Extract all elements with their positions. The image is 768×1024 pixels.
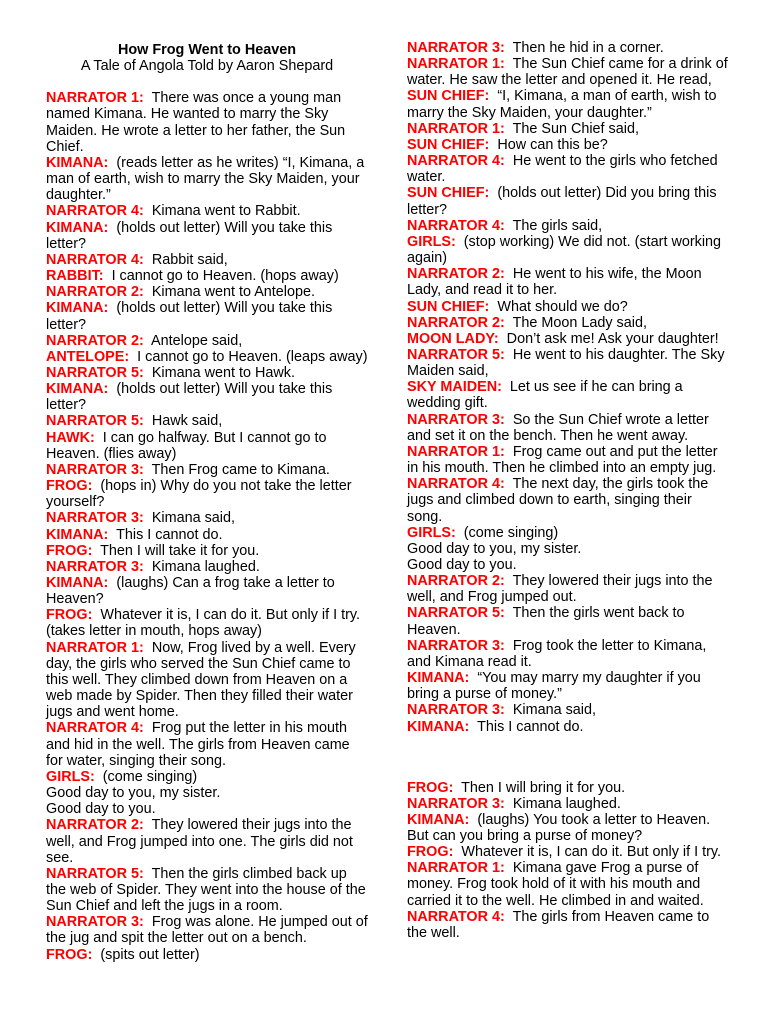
speaker-label: NARRATOR 2: bbox=[46, 817, 144, 834]
script-line bbox=[46, 365, 368, 381]
script-line bbox=[407, 153, 729, 185]
script-line bbox=[407, 121, 729, 137]
script-line bbox=[46, 478, 368, 510]
script-line bbox=[407, 557, 729, 573]
dialogue-text: So the Sun Chief wrote a letter and set it on the bench. Then he went away. bbox=[407, 411, 709, 444]
script-line bbox=[407, 40, 729, 56]
script-line bbox=[407, 702, 729, 718]
dialogue-text: Rabbit said, bbox=[151, 251, 228, 268]
dialogue-text: The next day, the girls took the jugs and climbed down to earth, singing their song. bbox=[407, 476, 709, 525]
dialogue-text: Frog put the letter in his mouth and hid in the well. The girls from Heaven came for water, singing their song. bbox=[46, 720, 350, 769]
dialogue-text: Good day to you. bbox=[407, 557, 517, 573]
script-line bbox=[46, 947, 368, 963]
speaker-label: FROG: bbox=[46, 478, 93, 495]
dialogue-text: The Sun Chief came for a drink of water. He saw the letter and opened it. He read, bbox=[407, 56, 728, 89]
right-column bbox=[407, 40, 729, 941]
dialogue-text: What should we do? bbox=[497, 298, 628, 315]
right-script-lines bbox=[407, 40, 729, 941]
speaker-label: FROG: bbox=[46, 607, 93, 624]
dialogue-text: He went to his daughter. The Sky Maiden said, bbox=[407, 346, 725, 380]
speaker-label: NARRATOR 3: bbox=[46, 558, 144, 575]
script-line bbox=[407, 476, 729, 524]
speaker-label: NARRATOR 1: bbox=[407, 443, 505, 460]
script-line bbox=[407, 218, 729, 234]
speaker-label: NARRATOR 5: bbox=[46, 413, 144, 430]
script-line bbox=[46, 462, 368, 478]
dialogue-text: “I, Kimana, a man of earth, wish to marry the Sky Maiden, your daughter.” bbox=[407, 88, 717, 121]
dialogue-text: (holds out letter) Will you take this letter? bbox=[46, 219, 333, 252]
script-line bbox=[407, 860, 729, 908]
script-line bbox=[46, 220, 368, 252]
script-line bbox=[46, 527, 368, 543]
speaker-label: NARRATOR 5: bbox=[46, 865, 144, 882]
dialogue-text: Whatever it is, I can do it. But only if I try. bbox=[461, 844, 722, 861]
left-column bbox=[46, 40, 368, 963]
speaker-label: GIRLS: bbox=[46, 768, 95, 785]
dialogue-text: Kimana laughed. bbox=[151, 558, 260, 575]
script-line bbox=[407, 137, 729, 153]
script-line bbox=[407, 347, 729, 379]
speaker-label: MOON LADY: bbox=[407, 330, 499, 347]
dialogue-text: Then the girls went back to Heaven. bbox=[407, 605, 685, 638]
script-line bbox=[46, 785, 368, 801]
dialogue-text: There was once a young man named Kimana. He wanted to marry the Sky Maiden. He wrote a letter to her father, the Sun Chief. bbox=[46, 90, 346, 155]
speaker-label: KIMANA: bbox=[46, 526, 109, 543]
dialogue-text: (reads letter as he writes) “I, Kimana, a man of earth, wish to marry the Sky Maiden, your daughter.” bbox=[46, 154, 365, 204]
speaker-label: SUN CHIEF: bbox=[407, 298, 490, 315]
speaker-label: NARRATOR 3: bbox=[46, 510, 144, 527]
speaker-label: FROG: bbox=[407, 779, 454, 796]
dialogue-text: (spits out letter) bbox=[100, 946, 200, 963]
dialogue-text: (come singing) bbox=[463, 524, 559, 541]
script-line bbox=[407, 525, 729, 541]
script-line bbox=[46, 430, 368, 462]
dialogue-text: The Moon Lady said, bbox=[512, 314, 647, 331]
speaker-label: KIMANA: bbox=[46, 575, 109, 591]
dialogue-text: Then I will take it for you. bbox=[100, 542, 260, 559]
script-line bbox=[46, 559, 368, 575]
dialogue-text: Frog came out and put the letter in his mouth. Then he climbed into an empty jug. bbox=[407, 443, 718, 477]
speaker-label: SUN CHIEF: bbox=[407, 88, 490, 105]
dialogue-text: (stop working) We did not. (start working again) bbox=[407, 233, 722, 267]
speaker-label: ANTELOPE: bbox=[46, 348, 130, 365]
speaker-label: KIMANA: bbox=[407, 670, 470, 687]
speaker-label: FROG: bbox=[46, 946, 93, 963]
speaker-label: NARRATOR 5: bbox=[407, 346, 505, 363]
speaker-label: KIMANA: bbox=[46, 300, 109, 317]
speaker-label: NARRATOR 4: bbox=[407, 908, 505, 925]
script-line bbox=[407, 605, 729, 637]
speaker-label: NARRATOR 5: bbox=[46, 364, 144, 381]
script-line bbox=[407, 412, 729, 444]
script-line bbox=[46, 284, 368, 300]
dialogue-text: Then Frog came to Kimana. bbox=[151, 461, 330, 478]
dialogue-text: Whatever it is, I can do it. But only if I try. (takes letter in mouth, hops away) bbox=[46, 607, 361, 640]
speaker-label: NARRATOR 1: bbox=[46, 90, 144, 107]
dialogue-text: Kimana said, bbox=[151, 510, 236, 527]
dialogue-text: Then I will bring it for you. bbox=[461, 779, 626, 796]
script-line bbox=[407, 780, 729, 796]
speaker-label: NARRATOR 4: bbox=[407, 217, 505, 234]
dialogue-text: Good day to you, my sister. bbox=[407, 540, 582, 557]
dialogue-text: He went to his wife, the Moon Lady, and read it to her. bbox=[407, 266, 702, 299]
speaker-label: NARRATOR 3: bbox=[407, 411, 505, 428]
speaker-label: RABBIT: bbox=[46, 268, 104, 285]
script-line bbox=[407, 185, 729, 217]
speaker-label: KIMANA: bbox=[407, 718, 470, 735]
dialogue-text: (hops in) Why do you not take the letter yourself? bbox=[46, 478, 352, 511]
speaker-label: HAWK: bbox=[46, 429, 95, 446]
dialogue-text: I can go halfway. But I cannot go to Heaven. (flies away) bbox=[46, 429, 327, 462]
speaker-label: NARRATOR 2: bbox=[407, 266, 505, 283]
speaker-label: NARRATOR 2: bbox=[46, 332, 144, 349]
speaker-label: NARRATOR 4: bbox=[46, 203, 144, 220]
script-line bbox=[407, 796, 729, 812]
dialogue-text: They lowered their jugs into the well, and Frog jumped out. bbox=[407, 573, 713, 606]
speaker-label: SUN CHIEF: bbox=[407, 185, 490, 202]
speaker-label: NARRATOR 2: bbox=[407, 573, 505, 590]
speaker-label: KIMANA: bbox=[46, 154, 109, 171]
dialogue-text: Then the girls climbed back up the web of Spider. They went into the house of the Sun Chief and left the jugs in a room. bbox=[46, 865, 366, 915]
dialogue-text: The girls said, bbox=[512, 217, 603, 234]
speaker-label: NARRATOR 3: bbox=[407, 702, 505, 719]
dialogue-text: I cannot go to Heaven. (leaps away) bbox=[137, 348, 368, 365]
script-line bbox=[46, 817, 368, 865]
dialogue-text: How can this be? bbox=[497, 136, 608, 153]
speaker-label: SKY MAIDEN: bbox=[407, 379, 502, 396]
dialogue-text: This I cannot do. bbox=[116, 526, 223, 543]
dialogue-text: The Sun Chief said, bbox=[512, 120, 639, 137]
script-line bbox=[46, 914, 368, 946]
blank-line bbox=[407, 749, 729, 765]
dialogue-text: (laughs) Can a frog take a letter to Heaven? bbox=[46, 575, 335, 608]
speaker-label: NARRATOR 3: bbox=[46, 914, 144, 931]
dialogue-text: Antelope said, bbox=[151, 332, 243, 349]
dialogue-text: (come singing) bbox=[102, 768, 198, 785]
script-line bbox=[46, 607, 368, 639]
speaker-label: NARRATOR 1: bbox=[407, 120, 505, 137]
dialogue-text: I cannot go to Heaven. (hops away) bbox=[111, 268, 339, 285]
dialogue-text: Kimana went to Antelope. bbox=[151, 284, 316, 301]
speaker-label: NARRATOR 2: bbox=[407, 314, 505, 331]
dialogue-text: Frog was alone. He jumped out of the jug and spit the letter out on a bench. bbox=[46, 914, 368, 947]
script-line bbox=[46, 333, 368, 349]
speaker-label: GIRLS: bbox=[407, 524, 456, 541]
script-line bbox=[46, 268, 368, 284]
script-line bbox=[46, 769, 368, 785]
speaker-label: NARRATOR 3: bbox=[46, 461, 144, 478]
speaker-label: NARRATOR 1: bbox=[407, 860, 505, 877]
script-line bbox=[46, 543, 368, 559]
speaker-label: NARRATOR 5: bbox=[407, 605, 505, 622]
script-line bbox=[407, 299, 729, 315]
script-line bbox=[407, 670, 729, 702]
script-line bbox=[407, 541, 729, 557]
script-line bbox=[46, 349, 368, 365]
dialogue-text: “You may marry my daughter if you bring a purse of money.” bbox=[407, 670, 701, 703]
script-line bbox=[407, 266, 729, 298]
script-line bbox=[407, 379, 729, 411]
dialogue-text: Kimana went to Hawk. bbox=[151, 364, 295, 381]
dialogue-text: (holds out letter) Will you take this letter? bbox=[46, 300, 333, 333]
script-line bbox=[407, 719, 729, 735]
speaker-label: NARRATOR 4: bbox=[407, 476, 505, 493]
script-line bbox=[46, 252, 368, 268]
dialogue-text: (holds out letter) Will you take this letter? bbox=[46, 381, 333, 414]
dialogue-text: They lowered their jugs into the well, and Frog jumped into one. The girls did not see. bbox=[46, 817, 353, 866]
script-line bbox=[46, 866, 368, 914]
script-line bbox=[407, 444, 729, 476]
script-line bbox=[46, 203, 368, 219]
speaker-label: KIMANA: bbox=[46, 381, 109, 398]
speaker-label: FROG: bbox=[407, 844, 454, 861]
speaker-label: GIRLS: bbox=[407, 233, 456, 250]
script-line bbox=[46, 381, 368, 413]
speaker-label: NARRATOR 1: bbox=[46, 639, 144, 656]
speaker-label: FROG: bbox=[46, 542, 93, 559]
dialogue-text: This I cannot do. bbox=[477, 718, 584, 735]
left-script-lines bbox=[46, 90, 368, 962]
dialogue-text: Now, Frog lived by a well. Every day, the girls who served the Sun Chief came to this well. They climbed down from Heaven on a web made by Spider. Then they filled their water jugs and went home. bbox=[46, 639, 356, 721]
dialogue-text: (laughs) You took a letter to Heaven. But can you bring a purse of money? bbox=[407, 811, 711, 844]
dialogue-text: Frog took the letter to Kimana, and Kimana read it. bbox=[407, 637, 707, 670]
dialogue-text: Good day to you. bbox=[46, 801, 156, 818]
script-line bbox=[407, 573, 729, 605]
script-line bbox=[46, 801, 368, 817]
dialogue-text: He went to the girls who fetched water. bbox=[407, 153, 718, 186]
script-line bbox=[46, 155, 368, 203]
document-title: How Frog Went to Heaven bbox=[117, 42, 297, 58]
speaker-label: NARRATOR 4: bbox=[46, 720, 144, 737]
dialogue-text: Kimana laughed. bbox=[512, 795, 621, 812]
script-line bbox=[407, 56, 729, 88]
speaker-label: SUN CHIEF: bbox=[407, 136, 490, 153]
dialogue-text: Let us see if he can bring a wedding gift. bbox=[407, 379, 683, 412]
dialogue-text: Good day to you, my sister. bbox=[46, 785, 221, 802]
speaker-label: NARRATOR 3: bbox=[407, 637, 505, 654]
script-line bbox=[46, 413, 368, 429]
dialogue-text: (holds out letter) Did you bring this letter? bbox=[407, 185, 717, 218]
script-line bbox=[46, 510, 368, 526]
script-line bbox=[46, 720, 368, 768]
script-line bbox=[46, 300, 368, 332]
document-subtitle: A Tale of Angola Told by Aaron Shepard bbox=[80, 58, 334, 75]
script-line bbox=[407, 844, 729, 860]
script-line bbox=[407, 315, 729, 331]
script-line bbox=[407, 234, 729, 266]
dialogue-text: Hawk said, bbox=[151, 413, 223, 430]
speaker-label: NARRATOR 4: bbox=[46, 251, 144, 268]
script-line bbox=[407, 88, 729, 120]
dialogue-text: Don’t ask me! Ask your daughter! bbox=[506, 330, 719, 347]
script-line bbox=[46, 640, 368, 721]
dialogue-text: Kimana went to Rabbit. bbox=[151, 203, 301, 220]
dialogue-text: The girls from Heaven came to the well. bbox=[407, 908, 710, 941]
script-line bbox=[46, 90, 368, 155]
speaker-label: KIMANA: bbox=[407, 811, 470, 828]
dialogue-text: Kimana gave Frog a purse of money. Frog took hold of it with his mouth and carried it to the well. He climbed in and waited. bbox=[407, 860, 704, 909]
script-line bbox=[407, 638, 729, 670]
speaker-label: NARRATOR 2: bbox=[46, 284, 144, 301]
speaker-label: NARRATOR 3: bbox=[407, 40, 505, 56]
script-line bbox=[407, 812, 729, 844]
speaker-label: KIMANA: bbox=[46, 219, 109, 236]
speaker-label: NARRATOR 3: bbox=[407, 795, 505, 812]
script-line bbox=[407, 331, 729, 347]
script-line bbox=[46, 575, 368, 607]
dialogue-text: Kimana said, bbox=[512, 702, 597, 719]
speaker-label: NARRATOR 1: bbox=[407, 56, 505, 73]
dialogue-text: Then he hid in a corner. bbox=[512, 40, 664, 56]
script-line bbox=[407, 909, 729, 941]
speaker-label: NARRATOR 4: bbox=[407, 153, 505, 170]
